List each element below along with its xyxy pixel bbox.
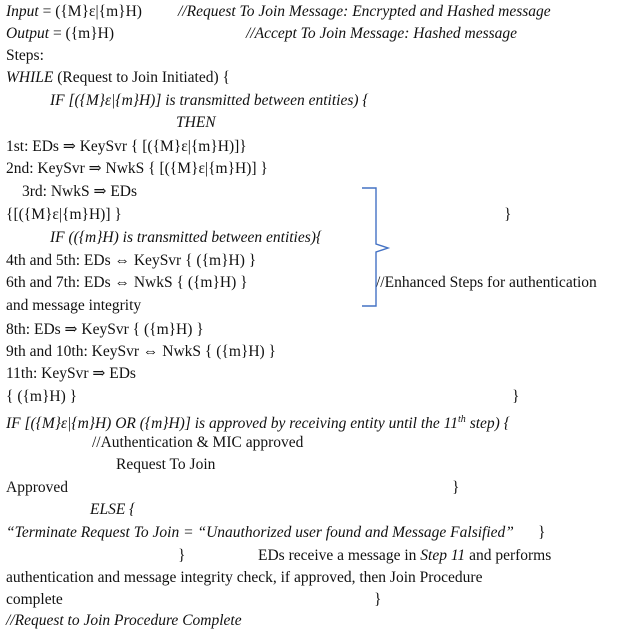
input-expression: = ({M}ε|{m}H) (38, 3, 142, 20)
eds-receive-step: Step 11 (420, 547, 466, 564)
step-4-5: 4th and 5th: EDs ⇔ KeySvr { ({m}H) } (6, 252, 257, 269)
else-keyword: ELSE { (90, 501, 136, 518)
step-1: 1st: EDs ⇒ KeySvr { [({M}ε|{m}H)]} (6, 138, 247, 155)
enhanced-steps-comment: //Enhanced Steps for authentication (376, 274, 597, 291)
output-expression: = ({m}H) (49, 25, 115, 42)
step-8: 8th: EDs ⇒ KeySvr { ({m}H) } (6, 321, 204, 338)
approved-text: Approved (6, 479, 68, 496)
approved-close-brace: } (452, 479, 460, 496)
request-to-join-text: Request To Join (116, 456, 216, 473)
output-line (6, 24, 114, 44)
if-close-brace: } (178, 547, 186, 564)
if-approved-text: IF [({M}ε|{m}H) OR ({m}H)] is approved by receiving entity until the 11 (6, 415, 459, 433)
if-approved-line (6, 410, 510, 434)
then-keyword: THEN (176, 114, 216, 131)
input-line (6, 2, 142, 22)
enhanced-steps-brace (358, 186, 394, 310)
terminate-line: “Terminate Request To Join = “Unauthorized user found and Message Falsified” (6, 524, 514, 541)
step-6-7: 6th and 7th: EDs ⇔ NwkS { ({m}H) } (6, 274, 248, 291)
while-keyword: WHILE (6, 69, 54, 86)
step-3-close-brace: } (504, 206, 512, 223)
step-3: 3rd: NwkS ⇒ EDs (22, 183, 138, 200)
step-9-10: 9th and 10th: KeySvr ⇔ NwkS { ({m}H) } (6, 343, 276, 360)
output-comment: //Accept To Join Message: Hashed message (246, 25, 518, 42)
if-hashed-line: IF (({m}H) is transmitted between entities){ (50, 229, 323, 246)
steps-label: Steps: (6, 47, 44, 64)
output-label: Output (6, 25, 50, 42)
if-transmitted-line: IF [({M}ε|{m}H)] is transmitted between entities) { (50, 92, 369, 109)
if-approved-text-end: step) { (465, 415, 510, 433)
step-11-close-brace: } (512, 388, 520, 405)
input-label: Input (6, 3, 39, 20)
input-comment: //Request To Join Message: Encrypted and Hashed message (178, 3, 551, 20)
complete-close-brace: } (374, 591, 382, 608)
while-line (6, 68, 230, 88)
eds-receive-text: EDs receive a message in (258, 547, 421, 564)
step-3-payload: {[({M}ε|{m}H)] } (6, 206, 122, 223)
terminate-close-brace: } (538, 524, 546, 541)
eds-receive-text-end: and performs (465, 547, 552, 564)
if-approved-superscript: th (458, 414, 466, 425)
complete-text: complete (6, 591, 63, 608)
eds-receive-line (258, 546, 551, 566)
step-11-payload: { ({m}H) } (6, 388, 78, 405)
final-comment: //Request to Join Procedure Complete (6, 612, 242, 629)
step-11: 11th: KeySvr ⇒ EDs (6, 365, 136, 382)
step-2: 2nd: KeySvr ⇒ NwkS { [({M}ε|{m}H)] } (6, 160, 268, 177)
auth-integrity-line: authentication and message integrity check, if approved, then Join Procedure (6, 569, 483, 586)
while-condition: (Request to Join Initiated) { (53, 69, 230, 86)
auth-mic-comment: //Authentication & MIC approved (92, 434, 304, 451)
enhanced-steps-comment-cont: and message integrity (6, 297, 142, 314)
